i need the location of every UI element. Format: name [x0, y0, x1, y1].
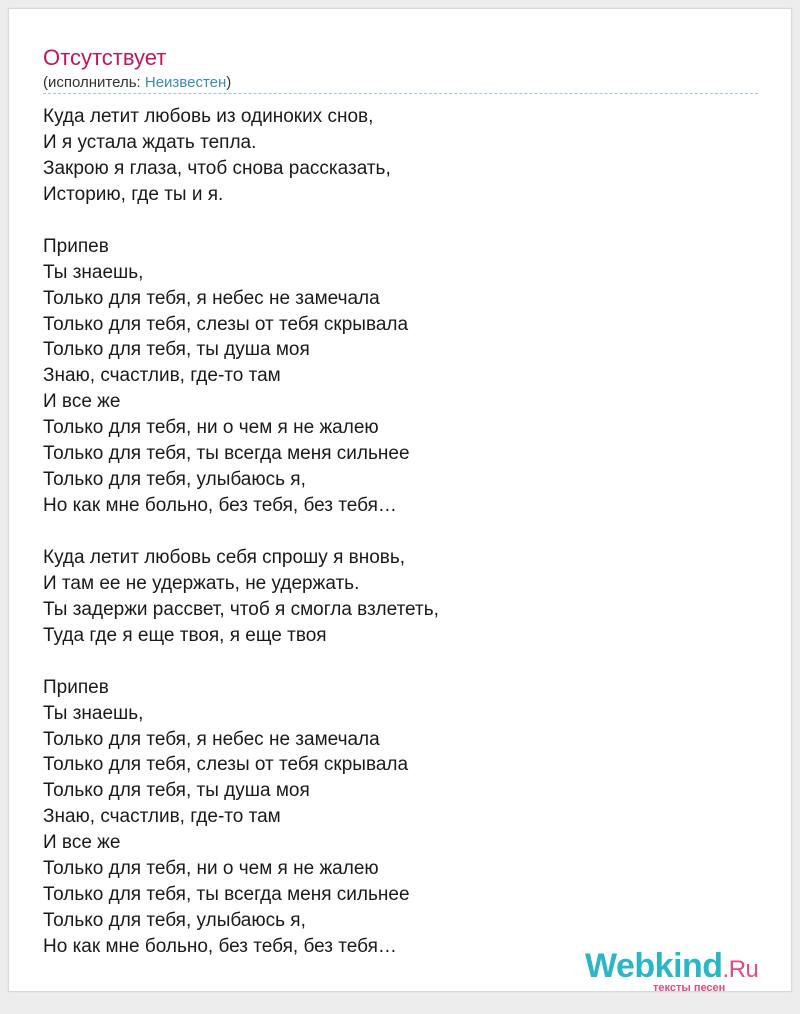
- artist-prefix: (исполнитель:: [43, 74, 145, 91]
- lyric-line: Только для тебя, ты всегда меня сильнее: [43, 443, 410, 465]
- lyric-line: Только для тебя, улыбаюсь я,: [43, 469, 306, 491]
- webkind-logo: [585, 947, 775, 992]
- lyric-line: Закрою я глаза, чтоб снова рассказать,: [43, 157, 391, 179]
- logo-tld: .Ru: [722, 956, 759, 983]
- artist-line: [43, 74, 231, 92]
- lyric-line: Ты знаешь,: [43, 702, 144, 724]
- lyric-line: И я устала ждать тепла.: [43, 131, 257, 153]
- lyric-line: И все же: [43, 832, 121, 854]
- lyric-line: Только для тебя, ни о чем я не жалею: [43, 417, 379, 439]
- logo-name: Webkind: [585, 947, 723, 985]
- lyric-line: Историю, где ты и я.: [43, 183, 224, 205]
- lyrics-page: [8, 8, 792, 992]
- lyrics-text: [43, 104, 758, 960]
- lyric-line: Только для тебя, слезы от тебя скрывала: [43, 754, 409, 776]
- logo-tagline: тексты песен: [653, 982, 726, 992]
- song-title: Отсутствует: [43, 45, 167, 70]
- stanza-break: [43, 519, 758, 545]
- lyric-line: Но как мне больно, без тебя, без тебя…: [43, 495, 397, 517]
- artist-suffix: ): [226, 74, 232, 91]
- lyric-line: Но как мне больно, без тебя, без тебя…: [43, 936, 397, 957]
- lyric-line: И там ее не удержать, не удержать.: [43, 572, 360, 594]
- lyric-line: Ты знаешь,: [43, 261, 144, 283]
- lyric-line: Только для тебя, ты душа моя: [43, 339, 310, 361]
- lyric-line: Только для тебя, улыбаюсь я,: [43, 910, 306, 932]
- lyric-line: Припев: [43, 676, 109, 698]
- lyric-line: Только для тебя, я небес не замечала: [43, 728, 380, 750]
- stanza-break: [43, 649, 758, 675]
- lyric-line: Припев: [43, 235, 109, 257]
- lyric-line: Только для тебя, ты всегда меня сильнее: [43, 884, 410, 906]
- lyric-line: Только для тебя, я небес не замечала: [43, 287, 380, 309]
- lyric-line: Куда летит любовь из одиноких снов,: [43, 106, 374, 127]
- lyric-line: Куда летит любовь себя спрошу я вновь,: [43, 546, 406, 568]
- lyric-line: Только для тебя, ты душа моя: [43, 780, 310, 802]
- artist-link[interactable]: Неизвестен: [144, 74, 227, 91]
- lyric-line: Только для тебя, ни о чем я не жалею: [43, 858, 379, 880]
- lyric-line: Туда где я еще твоя, я еще твоя: [43, 624, 327, 646]
- lyric-line: Знаю, счастлив, где-то там: [43, 806, 281, 828]
- lyric-line: Ты задержи рассвет, чтоб я смогла взлететь,: [43, 598, 439, 620]
- divider: [43, 93, 758, 94]
- lyric-line: И все же: [43, 391, 121, 413]
- stanza-break: [43, 208, 758, 234]
- lyric-line: Знаю, счастлив, где-то там: [43, 365, 281, 387]
- lyric-line: Только для тебя, слезы от тебя скрывала: [43, 313, 409, 335]
